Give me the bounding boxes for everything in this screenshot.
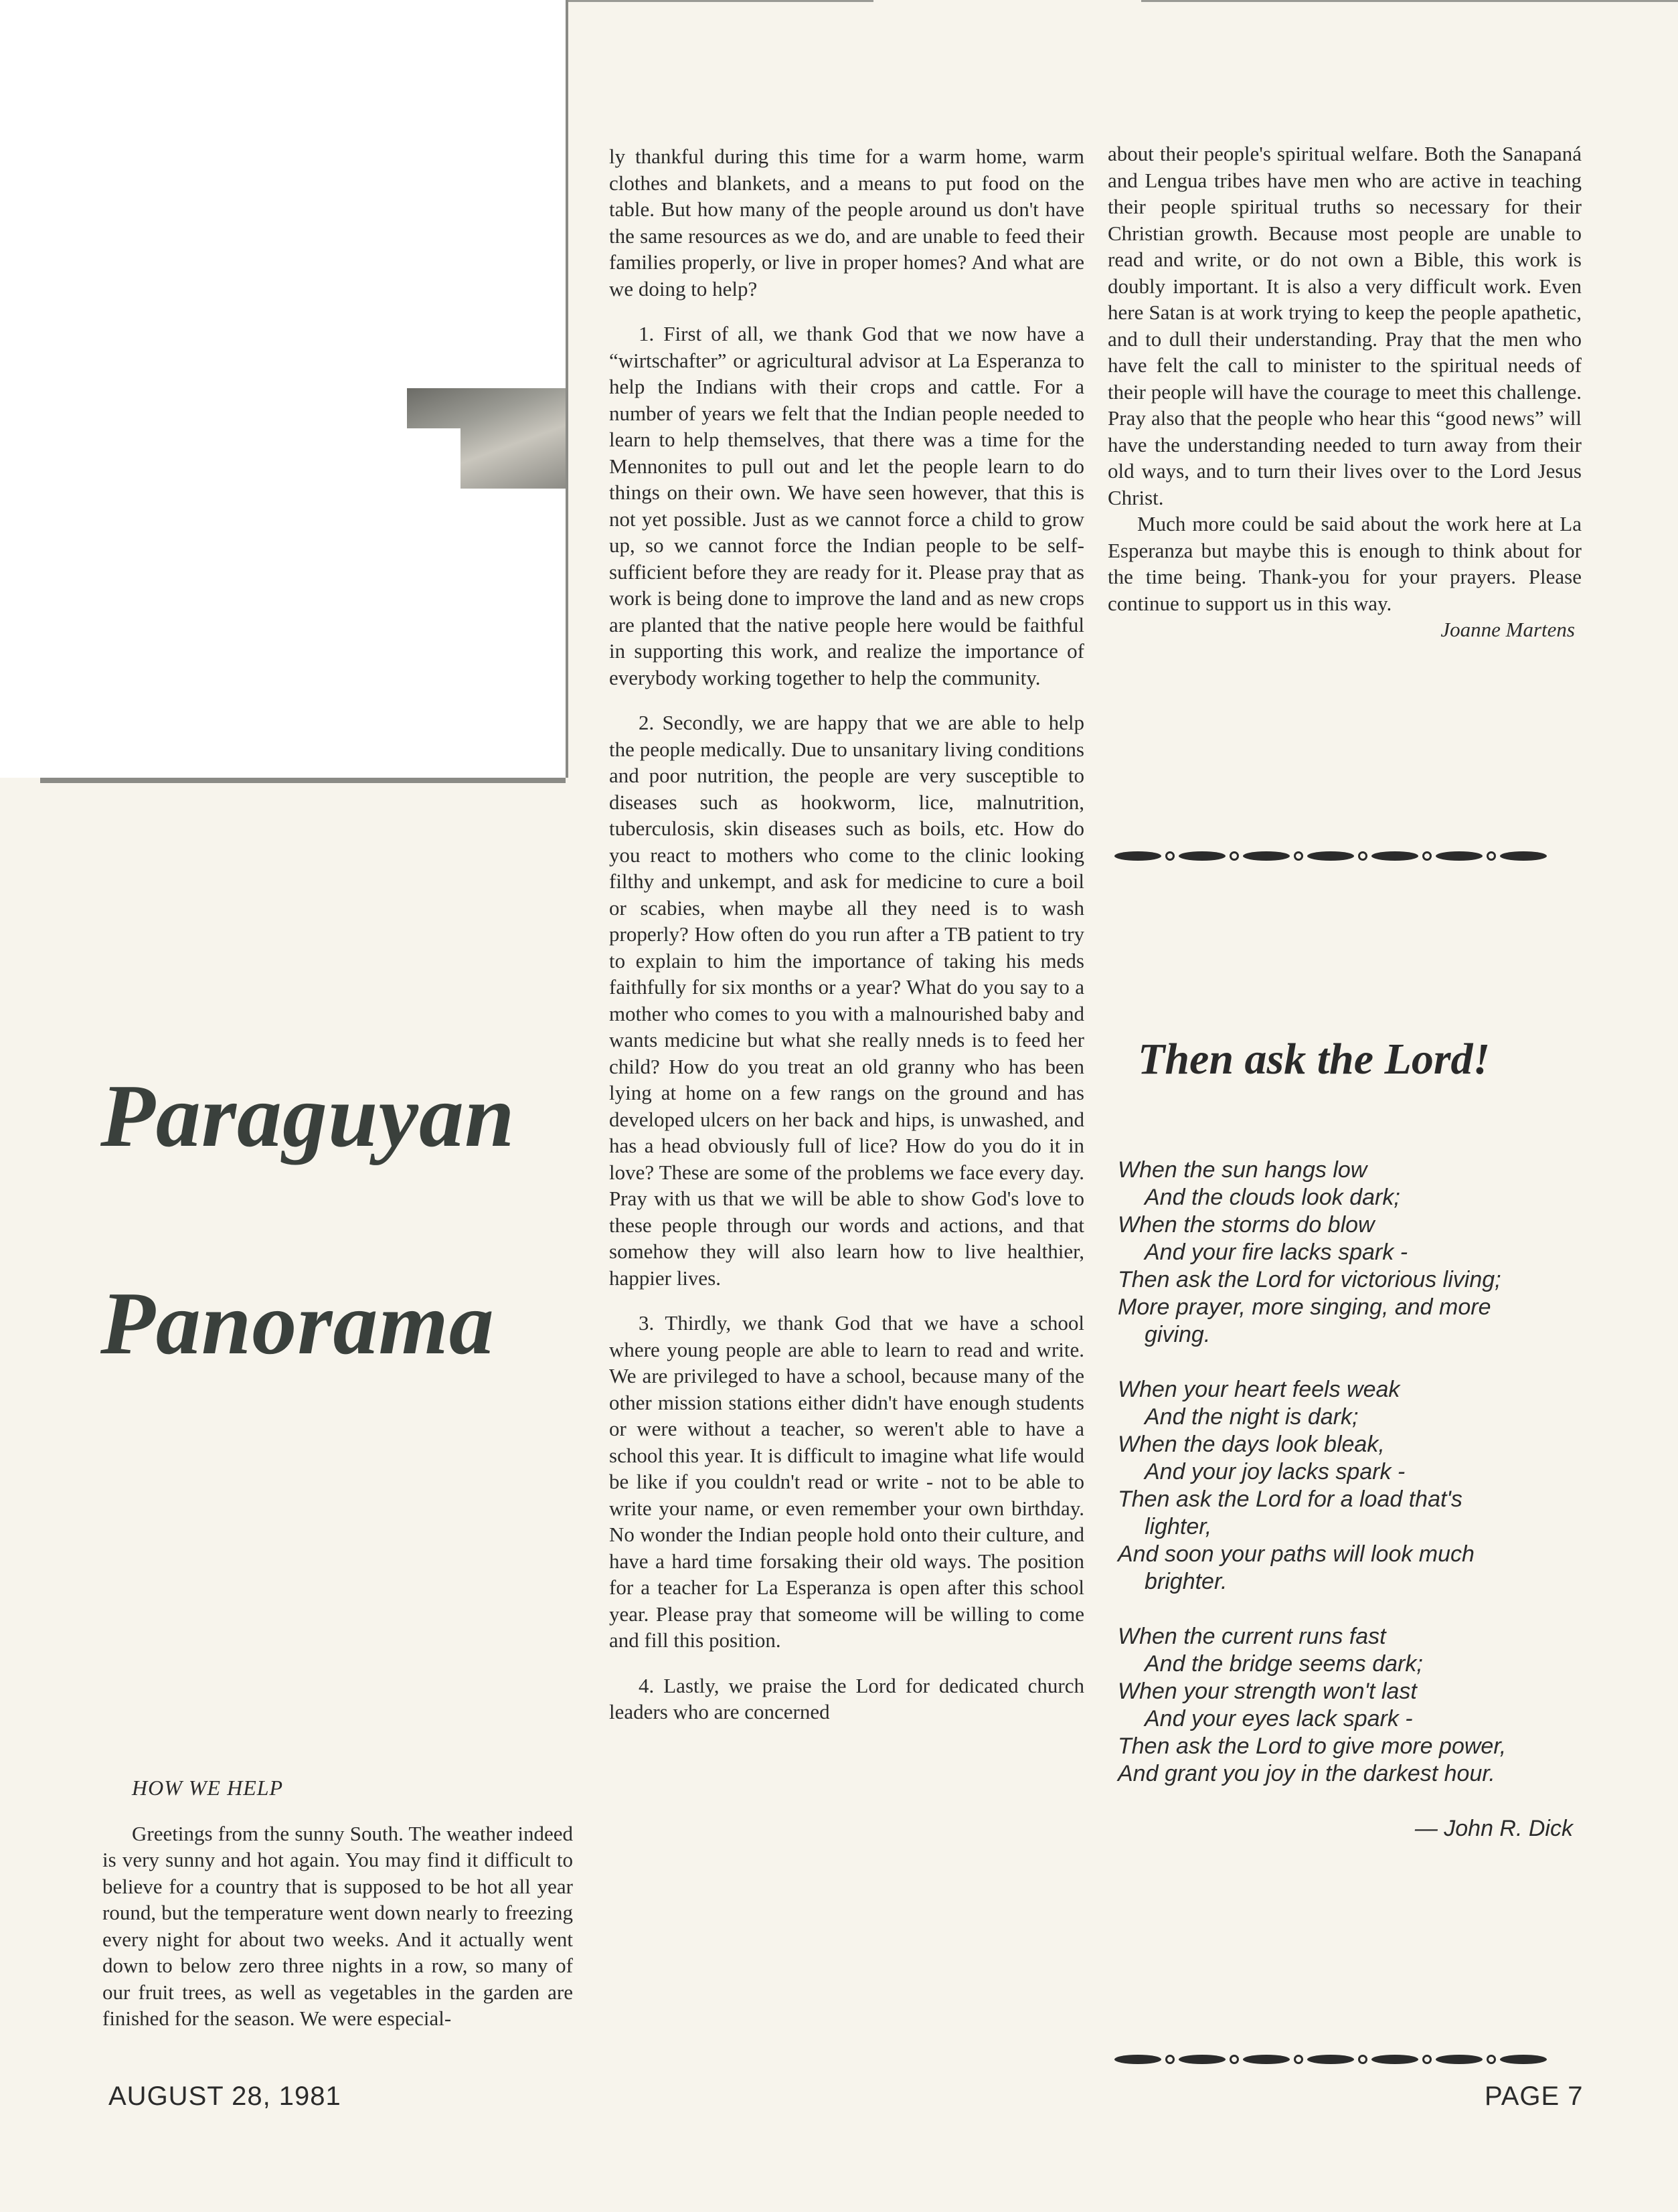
ornamental-divider-top [1114, 849, 1547, 863]
photo-notch [407, 428, 460, 489]
poem-line: And your fire lacks spark - [1145, 1240, 1408, 1265]
poem-line: Then ask the Lord for victorious living; [1118, 1267, 1501, 1292]
divider-bead [1243, 2055, 1290, 2064]
article-intro-part1: Greetings from the sunny South. The weather indeed is very sunny and hot again. You may find it difficult to believe for a country that is supposed to be hot all year round, but the temperature went down nearly to freezing every night for about two weeks. And it actually went down to below zero three nights in a row, so many of our fruit trees, as well as vegetables in the garden are finished for the season. We were especial- [102, 1821, 573, 2030]
poem-line: And the night is dark; [1145, 1404, 1359, 1430]
divider-bead [1371, 851, 1418, 861]
divider-bead [1114, 851, 1161, 861]
poem-line: And the clouds look dark; [1145, 1185, 1400, 1210]
poem [1118, 1157, 1600, 1843]
article-paragraph-3: 3. Thirdly, we thank God that we have a school where young people are able to learn to read and write. We are privileged to have a school, because many of the other mission stations either didn't have enough students or were without a teacher, so weren't able to have a school this year. It is difficult to imagine what life would be like if you couldn't read or write - not to be able to write your name, or even remember your own birthday. No wonder the Indian people hold onto their culture, and have a hard time forsaking their old ways. The position for a teacher for La Esperanza is open after this school year. Please pray that someome will be willing to come and fill this position. [609, 1311, 1084, 1652]
poem-line: More prayer, more singing, and more [1118, 1294, 1491, 1320]
poem-line: Then ask the Lord for a load that's [1118, 1486, 1462, 1512]
divider-ring [1230, 851, 1239, 861]
divider-ring [1165, 851, 1175, 861]
divider-bead [1500, 2055, 1547, 2064]
article-column-1 [102, 1775, 573, 2032]
poem-stanza-1 [1118, 1157, 1600, 1349]
article-subhead: HOW WE HELP [132, 1776, 284, 1800]
divider-ring [1487, 2055, 1496, 2064]
poem-line: When the sun hangs low [1118, 1157, 1367, 1183]
divider-ring [1294, 851, 1303, 861]
divider-ring [1422, 2055, 1432, 2064]
poem-line: And grant you joy in the darkest hour. [1118, 1761, 1495, 1786]
poem-stanza-2 [1118, 1376, 1600, 1596]
divider-bead [1114, 2055, 1161, 2064]
poem-line: lighter, [1145, 1514, 1212, 1539]
footer-page-number: PAGE 7 [1485, 2081, 1584, 2111]
top-rule-left [566, 0, 873, 2]
poem-line: giving. [1145, 1322, 1211, 1347]
divider-ring [1487, 851, 1496, 861]
poem-line: When your strength won't last [1118, 1679, 1417, 1704]
divider-ring [1422, 851, 1432, 861]
divider-bead [1371, 2055, 1418, 2064]
article-column-2 [609, 143, 1084, 1725]
article-signature: Joanne Martens [1440, 618, 1575, 641]
article-paragraph-4-part2: about their people's spiritual welfare. Both the Sanapaná and Lengua tribes have men who are active in teaching their people spiritual truths so necessary for their Christian growth. Because most people are unable to read and write, or do not own a Bible, this work is doubly important. It is also a very difficult work. Even here Satan is at work trying to keep the people apathetic, and to dull their understanding. Pray that the men who have felt the call to minister to the spiritual needs of their people will have the courage to meet this challenge. Pray also that the people who hear this “good news” will have the understanding needed to turn away from their old ways, and to turn their lives over to the Lord Jesus Christ. [1108, 142, 1582, 509]
footer-date: AUGUST 28, 1981 [108, 2081, 341, 2111]
poem-line: And the bridge seems dark; [1145, 1651, 1423, 1677]
poem-line: When your heart feels weak [1118, 1377, 1400, 1402]
divider-bead [1179, 2055, 1226, 2064]
article-column-3 [1108, 141, 1582, 662]
divider-bead [1500, 851, 1547, 861]
poem-line: When the storms do blow [1118, 1212, 1375, 1238]
divider-bead [1243, 851, 1290, 861]
poem-author: — John R. Dick [1414, 1816, 1573, 1841]
poem-line: When the days look bleak, [1118, 1432, 1385, 1457]
article-intro-part2: ly thankful during this time for a warm home, warm clothes and blankets, and a means to put food on the table. But how many of the people around us don't have the same resources as we do, and are unable to feed their families properly, or live in proper homes? And what are we doing to help? [609, 145, 1084, 301]
divider-bead [1307, 851, 1354, 861]
ornamental-divider-bottom [1114, 2052, 1547, 2067]
poem-line: And soon your paths will look much [1118, 1541, 1475, 1567]
divider-ring [1358, 2055, 1367, 2064]
divider-ring [1230, 2055, 1239, 2064]
headline-line2: Panorama [100, 1274, 495, 1373]
divider-ring [1294, 2055, 1303, 2064]
divider-bead [1179, 851, 1226, 861]
divider-bead [1436, 851, 1483, 861]
article-paragraph-4-part1: 4. Lastly, we praise the Lord for dedicated church leaders who are concerned [609, 1673, 1084, 1723]
poem-line: And your joy lacks spark - [1145, 1459, 1406, 1484]
article-paragraph-2: 2. Secondly, we are happy that we are able to help the people medically. Due to unsanitary living conditions and poor nutrition, the people are very susceptible to diseases such as hookworm, lice, malnutrition, tuberculosis, skin diseases such as boils, etc. How do you react to mothers who come to the clinic looking filthy and unkempt, and ask for medicine to cure a boil or scabies, when maybe all they need is to wash properly? How often do you run after a TB patient to try to explain to him the importance of taking his meds faithfully for six months or a year? What do you say to a mother who comes to you with a malnourished baby and wants medicine but what she really nneds is to feed her child? How do you treat an old granny who has been lying at home on a few rangs on the ground and has developed ulcers on her back and hips, is unwashed, and has a head obviously full of lice? How do you do it in love? These are some of the problems we face every day. Pray with us that we will be able to show God's love to these people through our words and actions, and that somehow they will also learn how to live healthier, happier lives. [609, 711, 1084, 1290]
top-rule-right [1141, 0, 1678, 2]
poem-title: Then ask the Lord! [1138, 1035, 1491, 1084]
poem-line: When the current runs fast [1118, 1624, 1386, 1649]
divider-ring [1165, 2055, 1175, 2064]
divider-bead [1307, 2055, 1354, 2064]
poem-line: And your eyes lack spark - [1145, 1706, 1413, 1731]
poem-stanza-3 [1118, 1623, 1600, 1788]
headline-line1: Paraguyan [100, 1066, 515, 1165]
divider-ring [1358, 851, 1367, 861]
article-paragraph-5: Much more could be said about the work here at La Esperanza but maybe this is enough to think about for the time being. Thank-you for your prayers. Please continue to support us in this way. [1108, 512, 1582, 615]
poem-line: brighter. [1145, 1569, 1228, 1594]
photo-bottom-edge [40, 778, 566, 783]
poem-line: Then ask the Lord to give more power, [1118, 1733, 1507, 1759]
divider-bead [1436, 2055, 1483, 2064]
article-paragraph-1: 1. First of all, we thank God that we now have a “wirtschafter” or agricultural advisor at La Esperanza to help the Indians with their crops and cattle. For a number of years we felt that the Indian people needed to learn to help themselves, that there was a time for the Mennonites to pull out and let the people learn to do things on their own. We have seen however, that this is not yet possible. Just as we cannot force a child to grow up, so we cannot force the Indian people to be self-sufficient before they are ready for it. Please pray that as work is being done to improve the land and as new crops are planted that the native people here would be faithful in supporting this work, and realize the importance of everybody working together to help the community. [609, 322, 1084, 689]
